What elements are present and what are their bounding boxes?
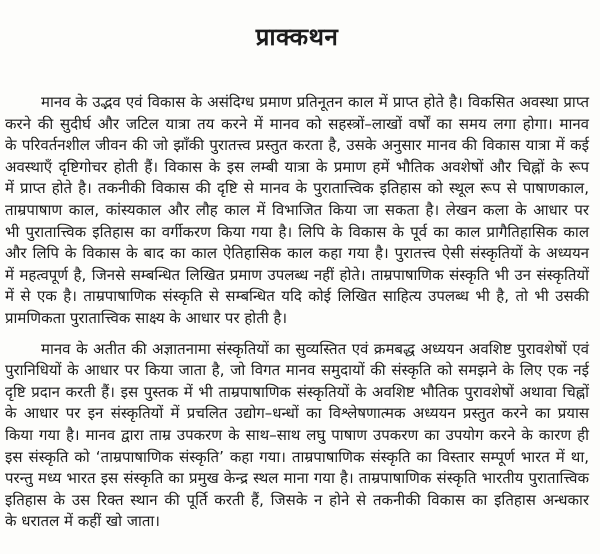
text-line: में महत्वपूर्ण है, जिनसे सम्बन्धित लिखित प्रमाण उपलब्ध नहीं होते। ताम्रपाषाणिक संस्कृति भी उन संस्कृतियों xyxy=(5,265,589,284)
text-line: किया गया है। मानव द्वारा ताम्र उपकरण के साथ–साथ लघु पाषाण उपकरण का उपयोग करने के कारण ही xyxy=(5,425,589,444)
text-line: प्रामणिकता पुरातात्त्विक साक्ष्य के आधार पर होती है। xyxy=(5,308,288,327)
text-line: में से एक है। ताम्रपाषाणिक संस्कृति से सम्बन्धित यदि कोई लिखित साहित्य उपलब्ध भी है, तो भी उसकी xyxy=(5,287,589,306)
text-line: दृष्टि प्रदान करती हैं। इस पुस्तक में भी ताम्रपाषाणिक संस्कृतियों के अवशिष्ट भौतिक पुरावशेषों अथावा चिह्नों xyxy=(5,382,589,401)
text-line: मानव के अतीत की अज्ञातनामा संस्कृतियों का सुव्यस्तित एवं क्रमबद्ध अध्ययन अवशिष्ट पुरावशेषों एवं xyxy=(41,339,589,358)
text-line: इतिहास के उस रिक्त स्थान की पूर्ति करती हैं, जिसके न होने से तकनीकी विकास का इतिहास अन्धकार xyxy=(5,490,589,509)
text-line: के परिवर्तनशील जीवन की जो झाँकी पुरातत्त्व प्रस्तुत करता है, उसके अनुसार मानव की विकास यात्रा में कई xyxy=(5,136,589,155)
document-body xyxy=(5,92,589,533)
text-line: पुरानिधियों के आधार पर किया जाता है, जो विगत मानव समुदायों की संस्कृति को समझने के लिए एक नई xyxy=(5,361,589,380)
text-line: करने की सुदीर्घ और जटिल यात्रा तय करने में मानव को सहस्त्रों–लाखों वर्षों का समय लगा होगा। मानव xyxy=(5,114,589,133)
text-line: मानव के उद्भव एवं विकास के असंदिग्ध प्रमाण प्रतिनूतन काल में प्राप्त होते है। विकसित अवस्था प्राप्त xyxy=(41,93,589,111)
text-line: भी पुरातात्त्विक इतिहास का वर्गीकरण किया गया है। लिपि के विकास के पूर्व का काल प्रागैतिहासिक काल xyxy=(5,222,589,241)
text-line: परन्तु मध्य भारत इस संस्कृति का प्रमुख केन्द्र स्थल माना गया है। ताम्रपाषाणिक संस्कृति भारतीय पुरातात्त्विक xyxy=(5,469,589,488)
paragraph xyxy=(5,339,589,533)
text-line: अवस्थाएँ दृष्टिगोचर होती हैं। विकास के इस लम्बी यात्रा के प्रमाण हमें भौतिक अवशेषों और चिह्नों के रूप xyxy=(5,157,589,176)
text-line: और लिपि के विकास के बाद का काल ऐतिहासिक काल कहा गया है। पुरातत्त्व ऐसी संस्कृतियों के अध्ययन xyxy=(5,244,589,263)
page-title: प्राक्कथन xyxy=(255,23,339,51)
text-line: के धरातल में कहीं खो जाता। xyxy=(5,512,160,531)
paragraph xyxy=(5,92,589,330)
text-line: के आधार पर इन संस्कृतियों में प्रचलित उद्योग–धन्धों का विश्लेषणात्मक अध्ययन प्रस्तुत करने का प्रयास xyxy=(5,404,589,423)
text-line: में प्राप्त होते है। तकनीकी विकास की दृष्टि से मानव के पुरातात्त्विक इतिहास को स्थूल रूप से पाषाणकाल, xyxy=(5,179,589,198)
text-line: इस संस्कृति को ‘ताम्रपाषाणिक संस्कृति’ कहा गया। ताम्रपाषाणिक संस्कृति का विस्तार सम्पूर्ण भारत में था, xyxy=(5,447,589,466)
text-line: ताम्रपाषाण काल, कांस्यकाल और लौह काल में विभाजित किया जा सकता है। लेखन कला के आधार पर xyxy=(5,200,589,219)
